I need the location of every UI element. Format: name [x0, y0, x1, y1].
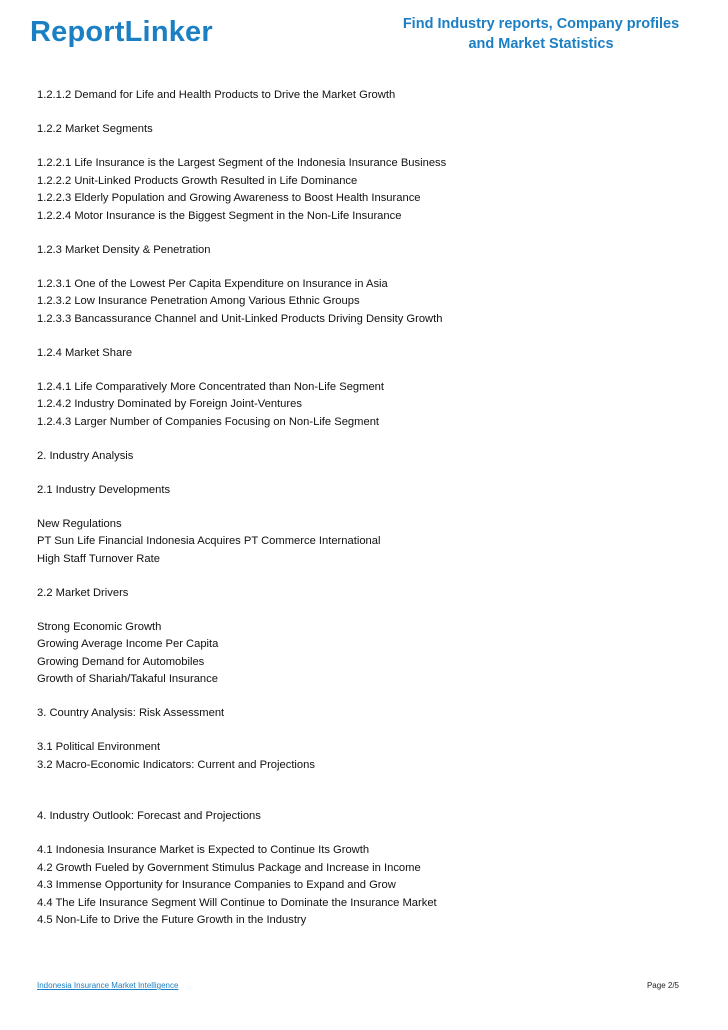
toc-line: 4.4 The Life Insurance Segment Will Continue to Dominate the Insurance Market	[37, 896, 437, 909]
toc-line: 3. Country Analysis: Risk Assessment	[37, 707, 225, 719]
toc-line: Growth of Shariah/Takaful Insurance	[37, 673, 218, 685]
toc-line: 4.2 Growth Fueled by Government Stimulus Package and Increase in Income	[37, 861, 421, 874]
toc-line: 1.2.3.3 Bancassurance Channel and Unit-Linked Products Driving Density Growth	[37, 312, 443, 325]
toc-line: 2.2 Market Drivers	[37, 586, 129, 599]
toc-line: 1.2.4 Market Share	[37, 346, 133, 359]
toc-group	[37, 276, 697, 329]
toc-line: 1.2.3.1 One of the Lowest Per Capita Expenditure on Insurance in Asia	[37, 277, 388, 290]
toc-line: Growing Average Income Per Capita	[37, 638, 219, 650]
toc-line: 4.5 Non-Life to Drive the Future Growth in the Industry	[37, 914, 307, 926]
toc-line: 1.2.2.3 Elderly Population and Growing Awareness to Boost Health Insurance	[37, 192, 421, 204]
toc-line: 4.1 Indonesia Insurance Market is Expected to Continue Its Growth	[37, 844, 370, 856]
toc-line: Growing Demand for Automobiles	[37, 655, 205, 668]
header-tagline	[388, 14, 694, 54]
toc-line: Strong Economic Growth	[37, 620, 162, 633]
toc-line: 1.2.3.2 Low Insurance Penetration Among Various Ethnic Groups	[37, 295, 360, 307]
toc-group	[37, 842, 697, 930]
toc-group	[37, 619, 697, 689]
toc-group	[37, 448, 697, 466]
toc-line: 3.1 Political Environment	[37, 741, 161, 753]
toc-group	[37, 379, 697, 432]
page-header	[0, 0, 728, 80]
toc-group	[37, 155, 697, 225]
toc-group	[37, 242, 697, 260]
page-number: Page 2/5	[646, 981, 679, 990]
toc-line: 1.2.4.1 Life Comparatively More Concentrated than Non-Life Segment	[37, 380, 385, 393]
toc-group	[37, 482, 697, 500]
toc-line: High Staff Turnover Rate	[37, 552, 160, 565]
toc-line: PT Sun Life Financial Indonesia Acquires PT Commerce International	[37, 535, 381, 547]
toc-line: 1.2.2.4 Motor Insurance is the Biggest Segment in the Non-Life Insurance	[37, 209, 402, 222]
toc-line: 1.2.2 Market Segments	[37, 123, 153, 135]
toc-line: 2.1 Industry Developments	[37, 483, 171, 496]
toc-line: 2. Industry Analysis	[37, 449, 134, 462]
tagline-line-1: Find Industry reports, Company profiles	[402, 16, 680, 32]
toc-group	[37, 808, 697, 826]
tagline-line-2: and Market Statistics	[468, 36, 614, 52]
toc-line: 1.2.2.1 Life Insurance is the Largest Segment of the Indonesia Insurance Business	[37, 157, 447, 169]
toc-line: 1.2.4.2 Industry Dominated by Foreign Joint-Ventures	[37, 398, 302, 410]
toc-line: 4. Industry Outlook: Forecast and Projections	[37, 810, 261, 822]
toc-line: 1.2.3 Market Density & Penetration	[37, 243, 211, 256]
toc-line: 4.3 Immense Opportunity for Insurance Companies to Expand and Grow	[37, 879, 396, 891]
toc-group	[37, 87, 697, 105]
report-title-link[interactable]: Indonesia Insurance Market Intelligence	[37, 981, 179, 990]
toc-line: 1.2.2.2 Unit-Linked Products Growth Resulted in Life Dominance	[37, 174, 358, 187]
toc-group	[37, 345, 697, 363]
toc-group	[37, 705, 697, 723]
toc-line: 3.2 Macro-Economic Indicators: Current and Projections	[37, 758, 315, 771]
toc-group	[37, 121, 697, 139]
reportlinker-logo[interactable]: ReportLinker	[30, 16, 213, 48]
toc-group	[37, 585, 697, 603]
table-of-contents	[37, 87, 697, 946]
toc-group	[37, 516, 697, 569]
page-footer	[37, 981, 679, 991]
toc-line: New Regulations	[37, 517, 122, 530]
toc-group	[37, 739, 697, 774]
toc-line: 1.2.1.2 Demand for Life and Health Products to Drive the Market Growth	[37, 89, 396, 101]
toc-line: 1.2.4.3 Larger Number of Companies Focusing on Non-Life Segment	[37, 415, 380, 428]
